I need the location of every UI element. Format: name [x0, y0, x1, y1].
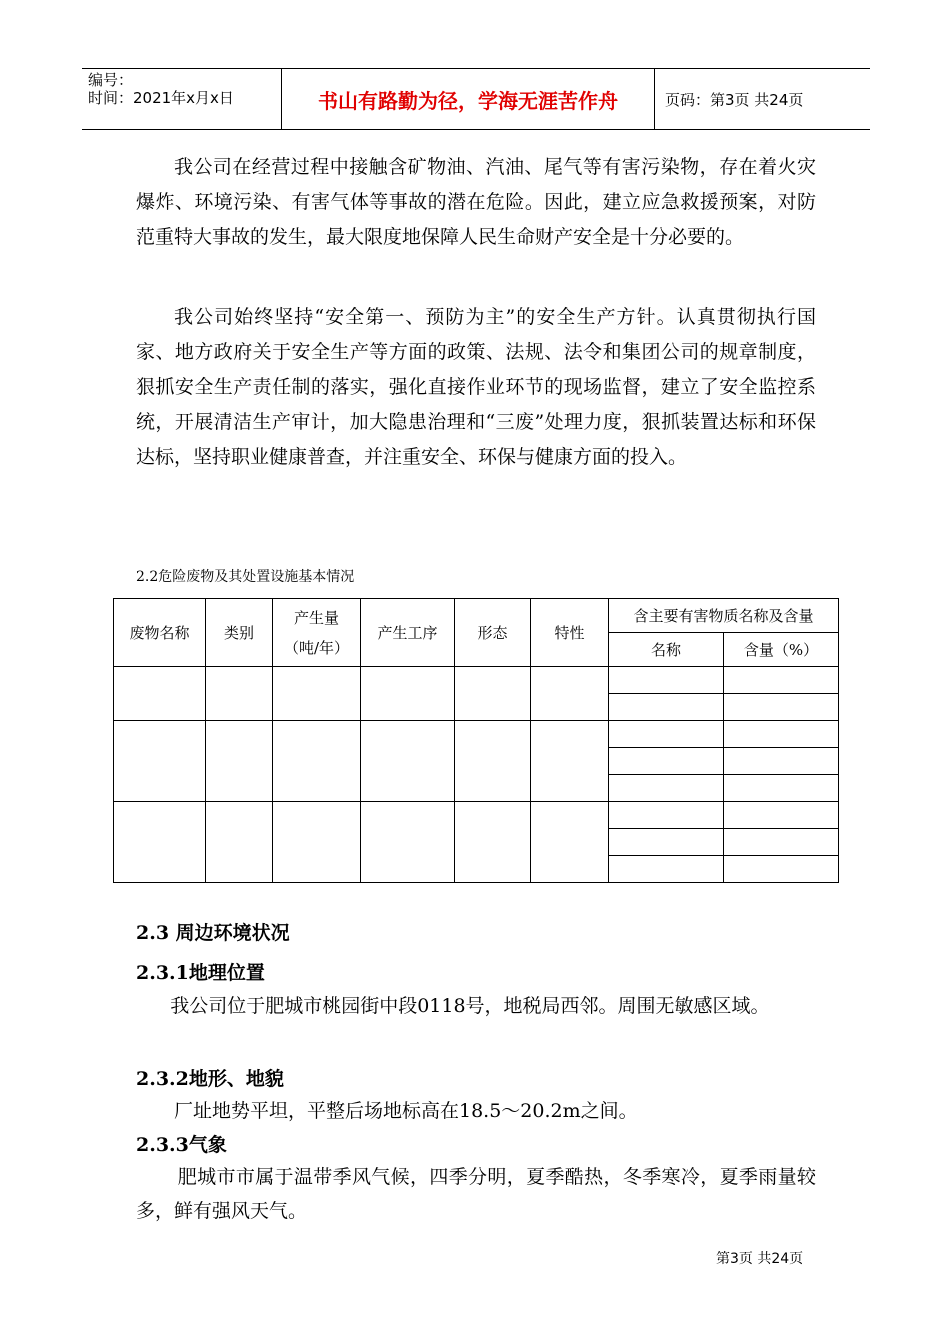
table-cell — [724, 802, 839, 829]
table-cell — [114, 721, 206, 802]
table-cell — [609, 721, 724, 748]
table-cell — [361, 667, 455, 721]
section-heading-terrain: 2.3.2地形、地貌 — [136, 1068, 284, 1090]
hazardous-waste-table — [113, 598, 839, 883]
table-cell — [609, 802, 724, 829]
header-category: 类别 — [206, 599, 273, 667]
paragraph-safety-policy: 我公司始终坚持“安全第一、预防为主”的安全生产方针。认真贯彻执行国家、地方政府关于安全生产等方面的政策、法规、法令和集团公司的规章制度，狠抓安全生产责任制的落实，强化直接作业环节的现场监督，建立了安全监控系统，开展清洁生产审计，加大隐患治理和“三废”处理力度，狠抓装置达标和环保达标，坚持职业健康普查，并注重安全、环保与健康方面的投入。 — [136, 306, 816, 468]
header-waste-name: 废物名称 — [114, 599, 206, 667]
table-cell — [724, 856, 839, 883]
paragraph-terrain: 厂址地势平坦，平整后场地标高在18.5～20.2m之间。 — [174, 1100, 638, 1122]
document-number-label: 编号： — [88, 71, 134, 89]
header-form: 形态 — [455, 599, 531, 667]
table-cell — [609, 775, 724, 802]
table-cell — [361, 721, 455, 802]
paragraph-hazards: 我公司在经营过程中接触含矿物油、汽油、尾气等有害污染物，存在着火灾爆炸、环境污染、有害气体等事故的潜在危险。因此，建立应急救援预案，对防范重特大事故的发生，最大限度地保障人民生命财产安全是十分必要的。 — [136, 156, 816, 248]
table-cell — [609, 694, 724, 721]
table-cell — [724, 667, 839, 694]
table-cell — [609, 856, 724, 883]
document-date-label: 时间：2021年x月x日 — [88, 89, 234, 107]
header-motto: 书山有路勤为径，学海无涯苦作舟 — [282, 69, 655, 129]
header-substance-name: 名称 — [609, 633, 724, 667]
table-cell — [114, 802, 206, 883]
table-cell — [609, 667, 724, 694]
table-cell — [273, 667, 361, 721]
table-cell — [114, 667, 206, 721]
table-cell — [531, 721, 609, 802]
table-cell — [724, 775, 839, 802]
header-substance-content: 含量（%） — [724, 633, 839, 667]
header-page-code: 页码：第3页 共24页 — [665, 90, 804, 109]
page-header — [82, 68, 870, 130]
table-cell — [361, 802, 455, 883]
paragraph-location: 我公司位于肥城市桃园街中段0118号，地税局西邻。周围无敏感区域。 — [170, 995, 770, 1017]
table-cell — [724, 721, 839, 748]
page-footer: 第3页 共24页 — [716, 1251, 804, 1267]
header-process: 产生工序 — [361, 599, 455, 667]
paragraph-climate: 肥城市市属于温带季风气候，四季分明，夏季酷热，冬季寒冷，夏季雨量较多，鲜有强风天气。 — [136, 1166, 816, 1222]
table-cell — [455, 802, 531, 883]
header-hazardous-substances: 含主要有害物质名称及含量 — [609, 599, 839, 633]
section-heading-surroundings: 2.3 周边环境状况 — [136, 922, 290, 944]
table-cell — [609, 829, 724, 856]
section-heading-climate: 2.3.3气象 — [136, 1134, 227, 1156]
table-cell — [724, 829, 839, 856]
table-cell — [531, 802, 609, 883]
table-cell — [531, 667, 609, 721]
table-cell — [206, 667, 273, 721]
table-cell — [455, 721, 531, 802]
table-cell — [273, 721, 361, 802]
header-output-line1: 产生量 — [293, 608, 339, 627]
table-cell — [273, 802, 361, 883]
table-caption: 2.2危险废物及其处置设施基本情况 — [136, 569, 355, 585]
table-cell — [206, 721, 273, 802]
table-cell — [724, 694, 839, 721]
header-output — [273, 599, 361, 667]
table-cell — [206, 802, 273, 883]
header-output-line2: （吨/年） — [283, 638, 350, 657]
header-meta — [82, 69, 282, 129]
table-cell — [455, 667, 531, 721]
table-cell — [724, 748, 839, 775]
table-cell — [609, 748, 724, 775]
header-property: 特性 — [531, 599, 609, 667]
section-heading-location: 2.3.1地理位置 — [136, 962, 265, 984]
